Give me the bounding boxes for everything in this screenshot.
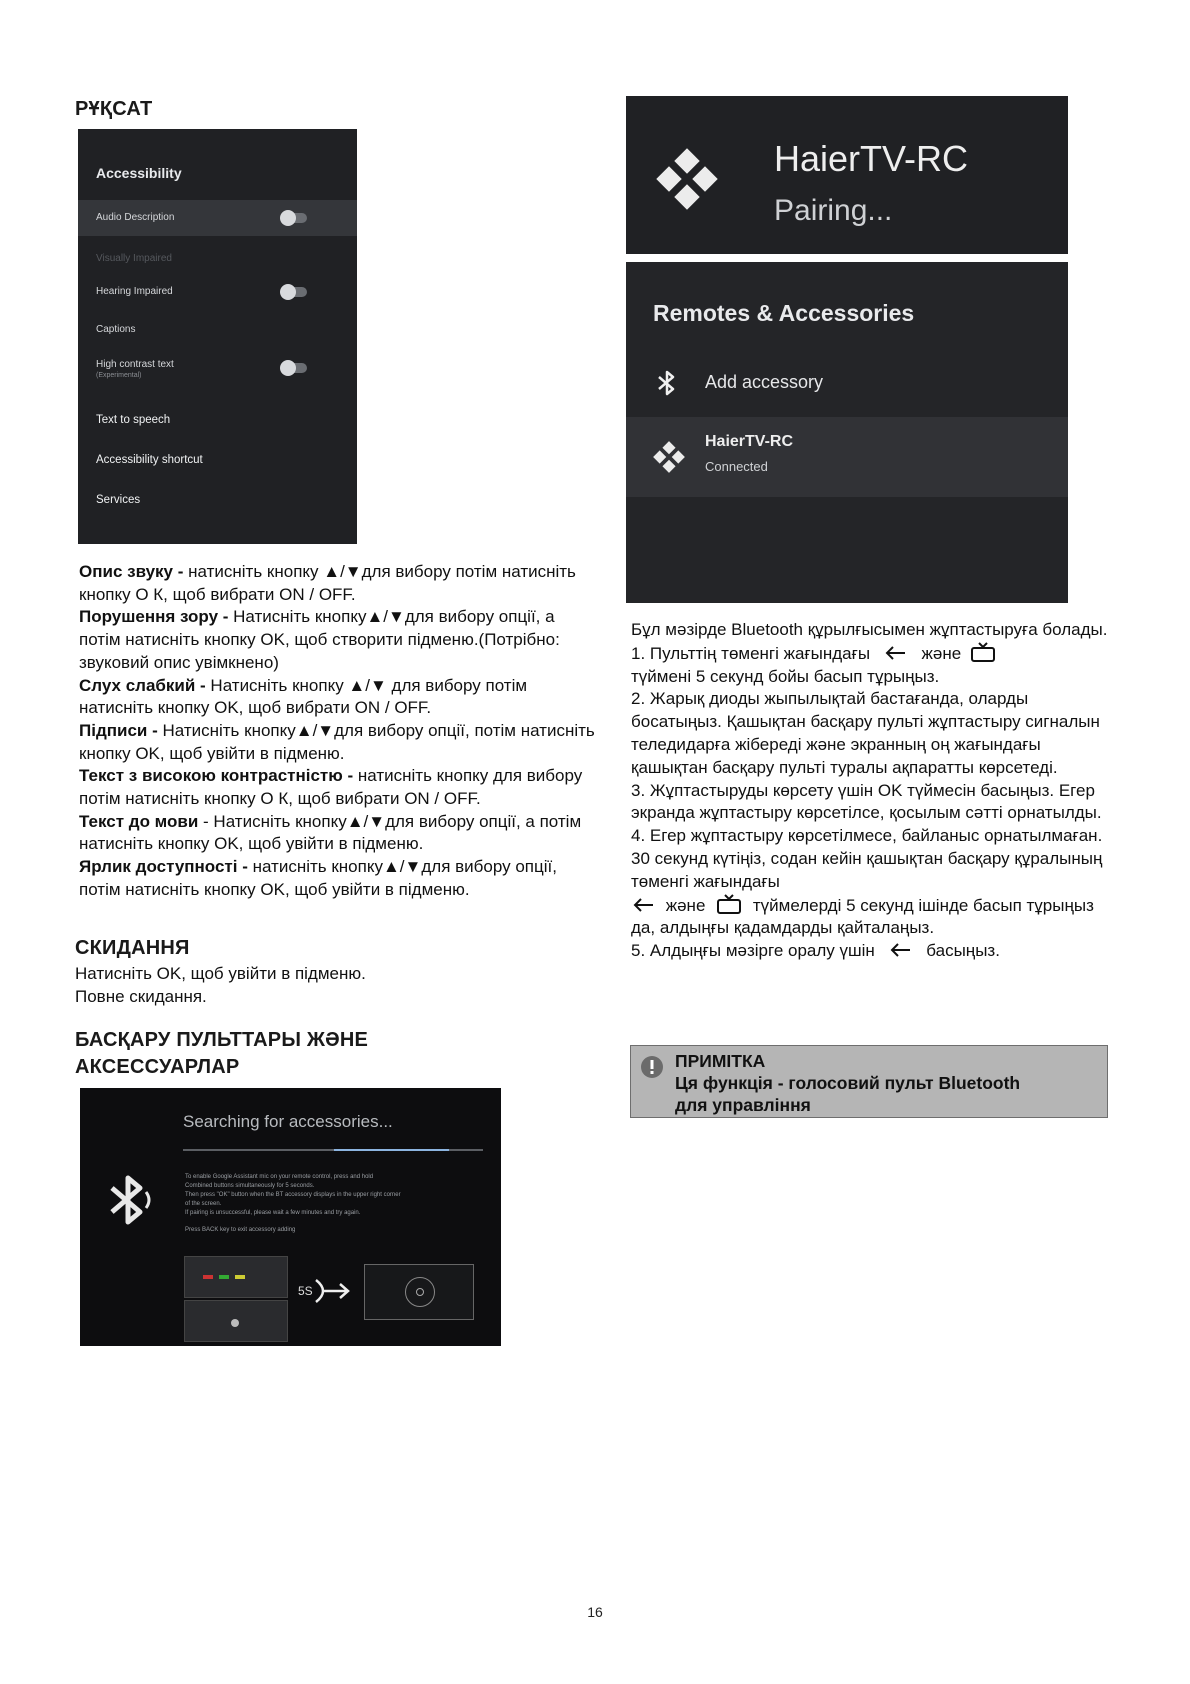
step-1 — [631, 642, 1111, 666]
search-instruction-line: Then press "OK" button when the BT accessory displays in the upper right corner — [185, 1192, 401, 1198]
reset-line-2: Повне скидання. — [75, 987, 207, 1006]
note-content — [675, 1050, 1020, 1116]
remotes-title: Remotes & Accessories — [653, 300, 915, 326]
accessibility-screenshot — [78, 129, 357, 544]
acc-item-label: High contrast text — [96, 359, 174, 370]
gamepad-icon — [656, 148, 718, 210]
search-instruction-line: Combined buttons simultaneously for 5 seconds. — [185, 1183, 315, 1189]
back-arrow-icon — [883, 645, 909, 661]
instruction-text: - Натисніть кнопку▲/▼для вибору опції, а потім натисніть кнопку OK, щоб увійти в підменю. — [79, 811, 582, 854]
instruction-paragraph — [79, 856, 599, 901]
search-instruction-line: To enable Google Assistant mic on your remote control, press and hold — [185, 1174, 374, 1180]
gamepad-icon — [653, 441, 685, 473]
step-text: және — [665, 895, 706, 915]
step-text: 5. Алдыңғы мәзірге оралу үшін — [631, 941, 875, 961]
search-instructions — [185, 1173, 485, 1235]
bluetooth-searching-icon — [102, 1170, 162, 1230]
instruction-paragraph — [79, 561, 599, 606]
pairing-screenshot — [626, 96, 1068, 254]
note-box — [630, 1045, 1108, 1118]
add-accessory-label: Add accessory — [705, 372, 824, 392]
arrow-right-icon — [312, 1276, 352, 1306]
note-title: ПРИМІТКА — [675, 1051, 766, 1071]
acc-item-label: Services — [96, 494, 141, 506]
instruction-paragraph — [79, 765, 599, 810]
permission-heading: РҰҚСАТ — [75, 98, 153, 120]
instruction-paragraph — [79, 675, 599, 720]
searching-screenshot — [80, 1088, 501, 1346]
instruction-term: Порушення зору - — [79, 607, 234, 627]
accessibility-title: Accessibility — [96, 165, 182, 181]
step-text: түймені 5 секунд бойы басып тұрыңыз. — [631, 666, 940, 686]
acc-item-label: Text to speech — [96, 414, 171, 426]
back-arrow-icon — [888, 942, 914, 958]
remotes-accessories-screenshot — [626, 262, 1068, 603]
acc-item-sublabel: (Experimental) — [96, 372, 142, 379]
connected-device-status: Connected — [705, 459, 768, 474]
instruction-text: натисніть кнопку ▲/▼для вибору потім натисніть кнопку О К, щоб вибрати ON / OFF. — [79, 562, 576, 604]
acc-item-audio-description — [78, 200, 357, 236]
instruction-text: натисніть кнопку для вибору потім натисніть кнопку О К, щоб вибрати ON / OFF. — [79, 766, 583, 809]
page-number: 16 — [587, 1604, 603, 1620]
acc-item-label: Hearing Impaired — [96, 286, 173, 297]
progress-bar-fill — [334, 1149, 449, 1151]
instruction-paragraph — [79, 606, 599, 674]
search-instruction-line: Press BACK key to exit accessory adding — [185, 1227, 296, 1233]
acc-item-text-to-speech — [78, 405, 357, 435]
pairing-status: Pairing... — [774, 194, 893, 227]
acc-item-hearing-impaired — [78, 277, 357, 307]
search-instruction-line: If pairing is unsuccessful, please wait a few minutes and try again. — [185, 1210, 361, 1216]
step-5 — [631, 940, 1111, 963]
exclamation-icon — [640, 1055, 664, 1079]
step-text: түймелерді 5 секунд ішінде басып тұрыңыз да, алдыңғы қадамдарды қайталаңыз. — [631, 895, 1094, 938]
instruction-term: Підписи - — [79, 720, 163, 740]
instruction-text: Натисніть кнопку ▲/▼ для вибору потім натисніть кнопку OK, щоб вибрати ON / OFF. — [79, 675, 528, 718]
search-instruction-line: of the screen. — [185, 1201, 222, 1207]
toggle-icon — [281, 363, 307, 373]
remotes-heading-line: БАСҚАРУ ПУЛЬТТАРЫ ЖӘНЕ — [75, 1029, 369, 1051]
instruction-term: Слух слабкий - — [79, 675, 211, 695]
instruction-term: Текст до мови — [79, 811, 199, 831]
step-2: 2. Жарық диоды жыпылықтай бастағанда, оларды босатыңыз. Қашықтан басқару пульті жұптастыру сигналын теледидарға жібереді және экранның оң жағындағы қашықтан басқару пульті туралы ақпаратты көрсетеді. — [631, 689, 1100, 777]
instruction-text: Натисніть кнопку▲/▼для вибору опції, потім натисніть кнопку OK, щоб увійти в підменю. — [79, 720, 595, 763]
instruction-term: Ярлик доступності - — [79, 857, 253, 877]
reset-heading: СКИДАННЯ — [75, 937, 190, 959]
acc-item-high-contrast — [78, 359, 357, 389]
accessibility-instructions — [79, 561, 599, 902]
acc-item-label: Captions — [96, 324, 136, 335]
connected-device-row — [626, 417, 1068, 497]
back-arrow-icon — [631, 897, 657, 913]
acc-item-captions — [78, 315, 357, 345]
connected-device-name: HaierTV-RC — [705, 433, 794, 450]
step-text: басыңыз. — [926, 941, 1000, 961]
acc-item-label: Audio Description — [96, 212, 175, 223]
step-3: 3. Жұптастыруды көрсету үшін OK түймесін басыңыз. Егер экранда жұптастыру көрсетілсе, қосылым сәтті орнатылды. — [631, 780, 1102, 823]
remote-bottom-illustration — [184, 1300, 288, 1342]
acc-item-accessibility-shortcut — [78, 445, 357, 475]
instruction-text: Натисніть кнопку▲/▼для вибору опції, а потім натисніть кнопку OK, щоб створити підменю.(Потрібно: звуковий опис увімкнено) — [79, 607, 560, 672]
acc-item-label: Accessibility shortcut — [96, 454, 203, 466]
instruction-paragraph — [79, 811, 599, 856]
instruction-paragraph — [79, 720, 599, 765]
toggle-icon — [281, 287, 307, 297]
timer-label: 5S — [298, 1284, 313, 1298]
note-line: для управління — [675, 1095, 811, 1115]
acc-item-services — [78, 485, 357, 515]
instruction-term: Опис звуку - — [79, 562, 189, 581]
steps-intro: Бұл мәзірде Bluetooth құрылғысымен жұптастыруға болады. — [631, 620, 1108, 639]
toggle-icon — [281, 213, 307, 223]
tv-illustration — [364, 1264, 474, 1320]
remote-top-illustration — [184, 1256, 288, 1298]
step-text: және — [921, 643, 962, 663]
instruction-term: Текст з високою контрастністю - — [79, 766, 358, 786]
acc-item-label: Visually Impaired — [96, 253, 172, 264]
reset-line-1: Натисніть OK, щоб увійти в підменю. — [75, 964, 366, 983]
remotes-heading-line: АКСЕССУАРЛАР — [75, 1056, 240, 1078]
tv-icon — [970, 642, 996, 662]
search-title: Searching for accessories... — [183, 1112, 393, 1131]
acc-item-visually-impaired — [78, 249, 357, 269]
step-4 — [631, 825, 1111, 940]
pairing-device-name: HaierTV-RC — [774, 138, 969, 179]
pairing-steps — [631, 619, 1111, 963]
bluetooth-icon — [656, 369, 678, 397]
note-line: Ця функція - голосовий пульт Bluetooth — [675, 1073, 1021, 1093]
tv-icon — [716, 894, 742, 914]
step-text: 4. Егер жұптастыру көрсетілмесе, байланыс орнатылмаған. 30 секунд күтіңіз, содан кейін қашықтан басқару құралының төменгі жағындағы — [631, 826, 1103, 891]
instruction-text: натисніть кнопку▲/▼для вибору опції, потім натисніть кнопку OK, щоб увійти в підменю. — [79, 857, 557, 899]
step-text: 1. Пульттің төменгі жағындағы — [631, 643, 871, 663]
remotes-heading — [75, 1027, 368, 1081]
